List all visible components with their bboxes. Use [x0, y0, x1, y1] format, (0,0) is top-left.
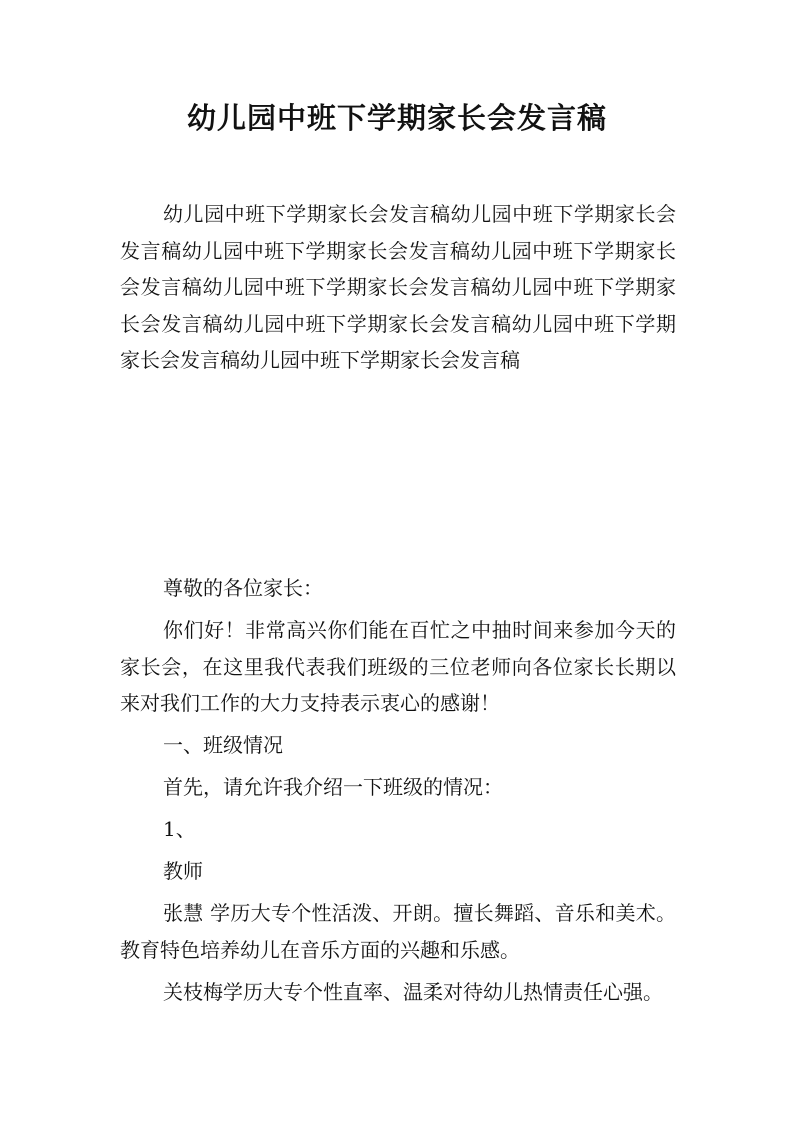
teachers-heading: 教师 [163, 859, 203, 883]
list-number-1: 1、 [163, 817, 196, 841]
section-heading-class-info: 一、班级情况 [163, 733, 283, 757]
document-body [120, 570, 676, 1010]
welcome-paragraph: 你们好！非常高兴你们能在百忙之中抽时间来参加今天的家长会，在这里我代表我们班级的三位老师向各位家长长期以来对我们工作的大力支持表示衷心的感谢！ [120, 618, 676, 715]
intro-paragraph: 首先，请允许我介绍一下班级的情况： [163, 775, 503, 799]
teacher-guan-paragraph: 关枝梅学历大专个性直率、温柔对待幼儿热情责任心强。 [163, 979, 663, 1004]
document-title: 幼儿园中班下学期家长会发言稿 [186, 101, 607, 135]
teacher-zhang-paragraph: 张慧 学历大专个性活泼、开朗。擅长舞蹈、音乐和美术。教育特色培养幼儿在音乐方面的兴趣和乐感。 [120, 901, 676, 962]
document-abstract: 幼儿园中班下学期家长会发言稿幼儿园中班下学期家长会发言稿幼儿园中班下学期家长会发言稿幼儿园中班下学期家长会发言稿幼儿园中班下学期家长会发言稿幼儿园中班下学期家长会发言稿幼儿园中班下学期家长会发言稿幼儿园中班下学期家长会发言稿幼儿园中班下学期家长会发言稿 [120, 202, 676, 372]
greeting-paragraph: 尊敬的各位家长： [163, 576, 323, 600]
